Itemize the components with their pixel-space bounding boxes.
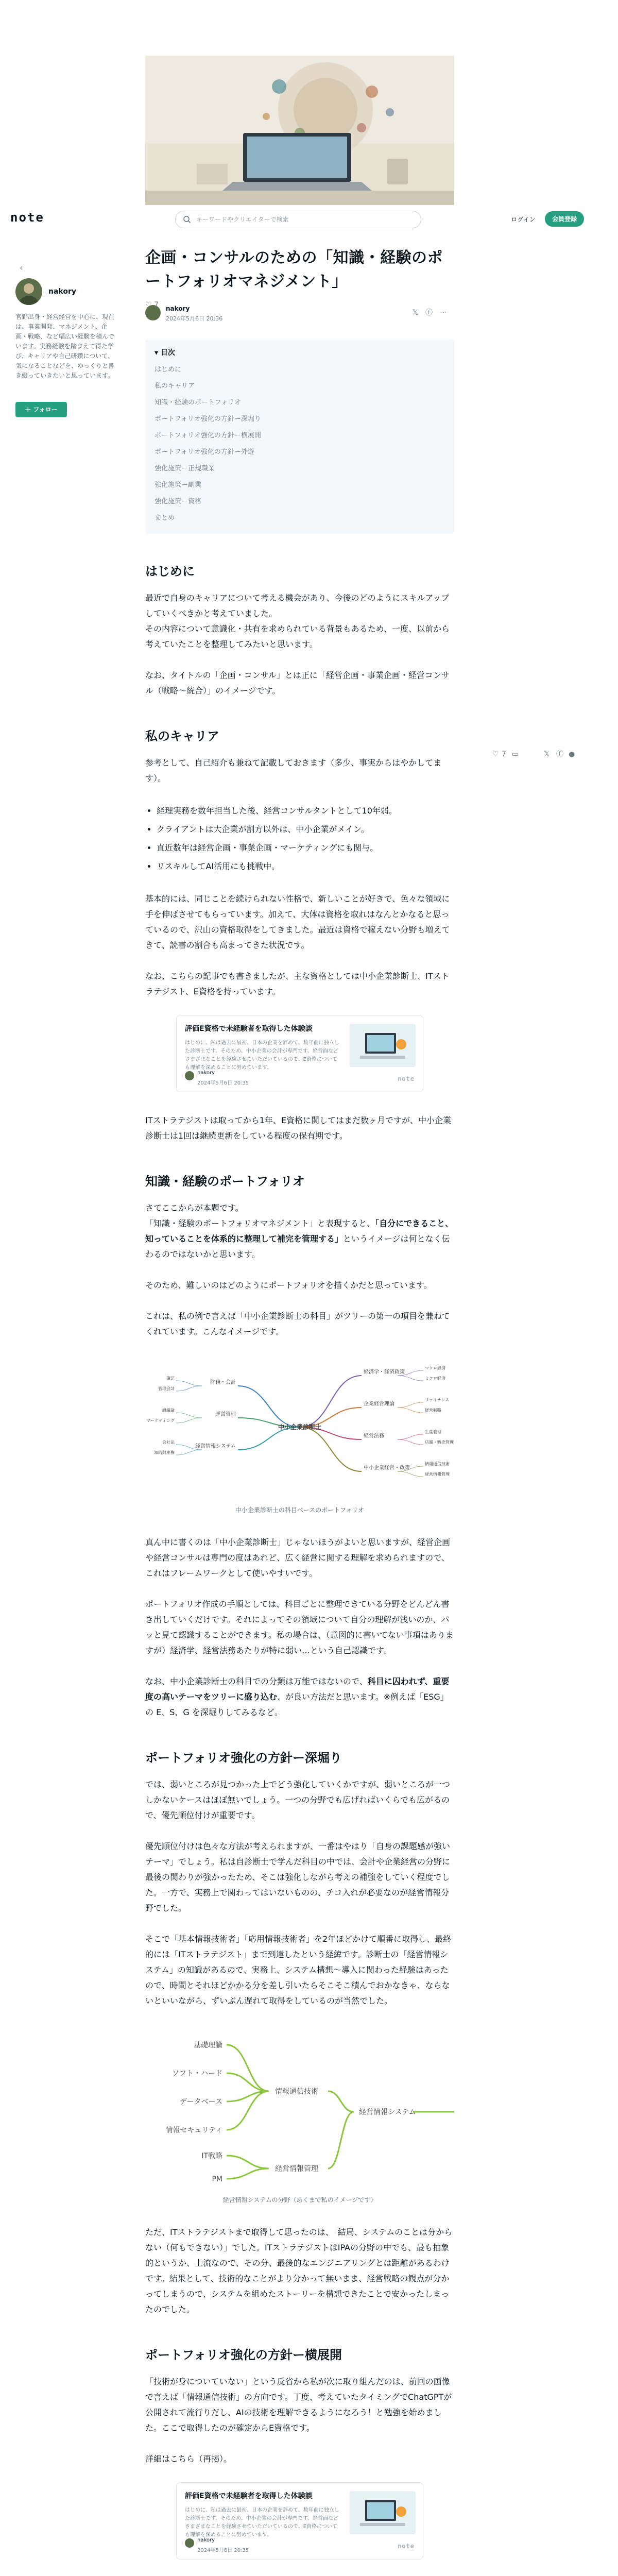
- mindmap-leaf-label: 知的財産権: [154, 1450, 175, 1455]
- paragraph: 参考として、自己紹介も兼ねて記載しておきます（多少、事実からはやかしてます）。: [145, 758, 442, 783]
- mindmap-branch-label: 経営法務: [364, 1433, 384, 1439]
- toc-item[interactable]: 強化施策ー正規職業: [154, 465, 215, 472]
- back-icon[interactable]: ‹: [20, 263, 28, 273]
- it-topic-label: IT戦略: [201, 2152, 222, 2160]
- mindmap-branch-label: 経済学・経済政策: [364, 1369, 405, 1375]
- paragraph: 「技術が身についていない」という反省から私が次に取り組んだのは、前回の画像で言えば「情報通信技術」の方向です。丁度、考えていたタイミングでChatGPTが公開されて流行りだし、AIの技術を理解できるようになろう！と勉強を始めました。ここで取得したのが確定からE資格です。: [145, 2377, 452, 2433]
- paragraph: なお、中小企業診断士の科目での分類は万能ではないので、科目に囚われず、重要度の高いテーマをツリーに盛り込む、が良い方法だと思います。※例えば「ESG」の E、S、G を深堀りしてみるなど。: [145, 1676, 450, 1717]
- like-button[interactable]: [145, 301, 159, 309]
- article-meta: [145, 303, 454, 324]
- meta-date: 2024年5月6日 20:36: [166, 315, 223, 322]
- article: [145, 246, 454, 2576]
- author-bio: 官野出身・経営経営を中心に、現在は、事業開発、マネジメント、企画・戦略、など幅広い経験を積んでいます。実務経験を踏まえて得た学び、キャリアや自己研鑽について、気になることなどを、ゆっくりと書き綴っていきたいと思っています。: [15, 313, 115, 379]
- toc-item[interactable]: 強化施策ー資格: [154, 498, 202, 505]
- heading-career: 私のキャリア: [145, 729, 219, 743]
- table-of-contents: [145, 339, 454, 534]
- article-title: 企画・コンサルのための「知識・経験のポートフォリオマネジメント」: [145, 249, 443, 291]
- list-item: • クライアントは大企業が割方以外は、中小企業がメイン。: [157, 820, 454, 839]
- mindmap-leaf-line: [176, 1381, 202, 1386]
- paragraph: そのため、難しいのはどのようにポートフォリオを描くかだと思っています。: [145, 1280, 432, 1290]
- mindmap-leaf-line: [176, 1386, 202, 1391]
- mindmap-branch-label: 財務・会計: [210, 1380, 236, 1385]
- mindmap-leaf-label: 店舗・販売管理: [425, 1440, 454, 1445]
- more-icon[interactable]: ⋯: [440, 309, 454, 317]
- paragraph: なお、タイトルの「企画・コンサル」とは正に「経営企画・事業企画・経営コンサル（戦略〜統合）」のイメージです。: [145, 670, 450, 696]
- mindmap-leaf-label: 経営戦略: [425, 1408, 441, 1413]
- login-button[interactable]: ログイン: [511, 216, 536, 223]
- search-icon: [183, 215, 191, 224]
- paragraph: では、弱いところが見つかった上でどう強化していくかですが、弱いところが一つしかないケースはほぼ無いでしょう。一つの分野でも広げればいくらでも広がるので、優先順位付けが重要です。: [145, 1780, 451, 1820]
- embed-date: 2024年5月6日 20:35: [197, 2548, 249, 2553]
- it-connector-line: [328, 2091, 354, 2112]
- mindmap-leaf-label: マクロ経済: [425, 1366, 445, 1370]
- it-connector-line: [227, 2156, 269, 2168]
- facebook-icon[interactable]: ⓕ: [425, 309, 440, 317]
- mindmap-leaf-line: [398, 1439, 423, 1445]
- mindmap-branch-label: 中小企業経営・政策: [364, 1465, 410, 1471]
- paragraph: そこで「基本情報技術者」「応用情報技術者」を2年ほどかけて順番に取得し、最終的には「ITストラテジスト」まで到達したという経緯です。診断士の「経営情報システム」の知識があるので、実務上、システム構想〜導入に関わった経験はあったので、時間とそれほどかかる分を差し引いたらそこそこ積んでおかなきゃ、ならないといいながら、ずいぶん遅れて取得をしているのが当然でした。: [145, 1934, 452, 2006]
- embed-title: 評価E資格で未経験者を取得した体験談: [185, 1025, 313, 1033]
- meta-author-name[interactable]: nakory: [166, 305, 190, 312]
- paragraph: ただ、ITストラテジストまで取得して思ったのは、「結局、システムのことは分からない（何もできない）」でした。ITストラテジストはIPAの分野の中でも、最も抽象的というか、上流なので、その分、最後的なエンジニアリングとは距離があるわけです。結果として、技術的なことがより分かって無いまま、経営戦略の観点が分かってしまうので、システムを組めたストーリーを構想できたことで安かったしまったのでした。: [145, 2227, 453, 2314]
- facebook-icon[interactable]: ⓕ: [556, 750, 563, 758]
- embed-text: はじめに、私は過去に最初、日本の企業を辞めて、数年前に独立した診断士です。そのため、中小企業の会計が専門です。経営面などさまざまなことを経験させていただいているので、E資格についても理解を深めることに努めています。: [185, 2507, 339, 2538]
- mindmap-leaf-label: 簿記: [166, 1376, 175, 1381]
- mindmap-branch-label: 運営管理: [215, 1412, 236, 1417]
- mindmap-leaf-label: 会社法: [162, 1440, 175, 1445]
- avatar[interactable]: [15, 278, 42, 305]
- embed-card[interactable]: [176, 1015, 423, 1092]
- embed-card[interactable]: [176, 2482, 423, 2560]
- line-icon[interactable]: ●: [569, 750, 575, 758]
- toc-item[interactable]: まとめ: [154, 514, 175, 522]
- embed-note-logo: note: [398, 1075, 415, 1082]
- mindmap-leaf-label: 管理会計: [158, 1386, 175, 1391]
- heart-icon: ♡: [145, 301, 152, 309]
- list-item: • 経理実務を数年担当した後、経営コンサルタントとして10年弱。: [157, 802, 454, 820]
- career-list: [157, 802, 454, 876]
- toc-item[interactable]: 強化施策ー副業: [154, 481, 202, 489]
- mindmap-branch-line: [300, 1376, 362, 1427]
- toc-item[interactable]: 知識・経験のポートフォリオ: [154, 399, 241, 406]
- paragraph: ポートフォリオ作成の手順としては、科目ごとに整理できている分野をどんどん書き出していくだけです。それによってその領域について自分の理解が浅いのか、パッと見て認識することができます。私の場合は、（意図的に書いてない事項はありますが）経済学、経営法務あたりが特に弱い…という自己認識です。: [145, 1599, 454, 1655]
- mindmap-center-label: 中小企業診断士: [278, 1423, 322, 1431]
- it-connector-line: [328, 2112, 354, 2168]
- paragraph: 最近で自身のキャリアについて考える機会があり、今後のどのようにスキルアップしていくべきかと考えていました。 その内容について意識化・共有を求められている背景もあるため、一度、以前から考えていたことを整理してみたいと思います。: [145, 593, 450, 649]
- paragraph: ITストラテジストは取ってから1年、E資格に関してはまだ数ヶ月ですが、中小企業診断士は1回は継続更新をしている程度の保有期です。: [145, 1115, 451, 1141]
- figure-caption: 中小企業診断士の科目ベースのポートフォリオ: [235, 1506, 365, 1514]
- mindmap-leaf-label: 生産管理: [425, 1430, 441, 1434]
- paragraph: 優先順位付けは色々な方法が考えられますが、一番はやはり「自身の課題感が強いテーマ」でしょう。私は自診断士で学んだ科目の中では、会計や企業経営の分野に最後の関わりが強かったため、そこは強化しながら考えの補強をしていく程度でした。一方で、実務上で関わってはいないものの、チコ入れが必要なのが経営情報分野でした。: [145, 1841, 451, 1913]
- x-icon[interactable]: 𝕏: [544, 750, 550, 758]
- mindmap-leaf-label: ファイナンス: [425, 1398, 450, 1402]
- follow-label: フォロー: [33, 406, 58, 413]
- mindmap-leaf-label: 組織論: [162, 1408, 175, 1413]
- mindmap-leaf-line: [398, 1408, 423, 1413]
- follow-button[interactable]: [15, 402, 67, 417]
- it-topic-label: PM: [212, 2175, 222, 2183]
- share-rail: [492, 748, 611, 760]
- search-box[interactable]: [175, 211, 421, 228]
- paragraph: 詳細はこちら（再掲）。: [145, 2454, 232, 2464]
- mindmap-leaf-line: [398, 1471, 423, 1477]
- embed-thumbnail: [350, 1024, 416, 1067]
- mindmap-leaf-line: [176, 1450, 202, 1455]
- mindmap-leaf-line: [398, 1376, 423, 1381]
- it-topic-label: データベース: [179, 2098, 222, 2106]
- like-count: 7: [154, 301, 159, 309]
- mindmap-leaf-label: 経営情報管理: [425, 1472, 450, 1477]
- hero-image: [145, 56, 454, 205]
- embed-thumbnail: [350, 2491, 416, 2534]
- it-root-label: 経営情報システム: [359, 2108, 416, 2116]
- heading-portfolio: 知識・経験のポートフォリオ: [145, 1174, 305, 1189]
- embed-text: はじめに、私は過去に最初、日本の企業を辞めて、数年前に独立した診断士です。そのため、中小企業の会計が専門です。経営面などさまざまなことを経験させていただいているので、E資格についても理解を深めることに努めています。: [185, 1040, 339, 1071]
- embed-note-logo: note: [398, 2543, 415, 2550]
- toc-item[interactable]: 私のキャリア: [154, 382, 195, 390]
- it-area-label: 情報通信技術: [275, 2088, 318, 2096]
- figure-caption: 経営情報システムの分野（あくまで私のイメージです）: [222, 2196, 377, 2204]
- list-item: • 直近数年は経営企画・事業企画・マーケティングにも関与。: [157, 839, 454, 857]
- heading-intro: はじめに: [145, 564, 195, 579]
- heading-deep-dive: ポートフォリオ強化の方針ー深堀り: [145, 1751, 342, 1765]
- rail-like-count: 7: [502, 750, 506, 758]
- mindmap-leaf-label: 情報通信技術: [425, 1462, 450, 1466]
- mindmap-leaf-line: [176, 1413, 202, 1418]
- it-topic-label: ソフト・ハード: [172, 2070, 222, 2078]
- comment-icon[interactable]: ▭: [512, 750, 519, 758]
- mindmap-figure: [145, 1355, 454, 1501]
- heading-side-expansion: ポートフォリオ強化の方針ー横展開: [145, 2348, 342, 2362]
- user-plus-icon: ＋: [25, 406, 31, 413]
- mindmap-branch-label: 経営情報システム: [195, 1444, 236, 1449]
- mindmap-branch-line: [238, 1386, 300, 1427]
- note-logo[interactable]: note: [10, 210, 44, 225]
- mindmap-leaf-label: マーケティング: [146, 1418, 175, 1423]
- embed-title: 評価E資格で未経験者を取得した体験談: [185, 2492, 313, 2500]
- embed-author: nakory: [197, 2537, 215, 2543]
- meta-share-icons: [413, 307, 454, 317]
- paragraph: 真ん中に書くのは「中小企業診断士」じゃないほうがよいと思いますが、経営企画や経営コンサルは専門の度はあれど、広く経営に関する理解を求められますので、これはフレームワークとして使いやすいです。: [145, 1537, 451, 1578]
- it-connector-line: [227, 2168, 269, 2179]
- paragraph: さてここからが本題です。 「知識・経験のポートフォリオマネジメント」と表現すると、「自分にできること、知っていることを体系的に整理して補完を管理する」というイメージは何となく伝わるのではないかと思います。: [145, 1203, 454, 1259]
- search-input[interactable]: [196, 213, 413, 226]
- signup-button[interactable]: 会員登録: [545, 211, 584, 227]
- it-connector-line: [227, 2045, 269, 2091]
- paragraph: なお、こちらの記事でも書きましたが、主な資格としては中小企業診断士、ITストラテジスト、E資格を持っています。: [145, 971, 450, 996]
- toc-item[interactable]: ポートフォリオ強化の方針ー深堀り: [154, 415, 261, 423]
- heart-icon[interactable]: ♡: [492, 750, 499, 758]
- x-icon[interactable]: 𝕏: [412, 309, 425, 317]
- it-topic-label: 基礎理論: [194, 2041, 222, 2049]
- paragraph: 基本的には、同じことを続けられない性格で、新しいことが好きで、色々な領域に手を伸ばさせてもらっています。加えて、大体は資格を取れはなんとかなると思っているので、沢山の資格取得をしてきました。最近は資格で稼えない分野も増えてきて、読書の割合も高まってきた状況です。: [145, 894, 450, 950]
- mindmap-leaf-label: ミクロ経済: [425, 1376, 445, 1381]
- toc-item[interactable]: ポートフォリオ強化の方針ー横展開: [154, 432, 261, 439]
- embed-avatar: [185, 1071, 194, 1080]
- toc-item[interactable]: はじめに: [154, 366, 182, 374]
- mindmap-branch-label: 企業経営理論: [364, 1401, 394, 1407]
- mindmap-leaf-line: [398, 1434, 423, 1439]
- list-item: • リスキルしてAI活用にも挑戦中。: [157, 857, 454, 876]
- it-area-label: 経営情報管理: [275, 2165, 318, 2173]
- author-name[interactable]: nakory: [48, 287, 76, 296]
- toc-item[interactable]: ポートフォリオ強化の方針ー外遊: [154, 448, 254, 456]
- it-connector-line: [227, 2073, 269, 2091]
- paragraph: これは、私の例で言えば「中小企業診断士の科目」がツリーの第一の項目を兼ねてくれています。こんなイメージです。: [145, 1311, 450, 1336]
- embed-date: 2024年5月6日 20:35: [197, 1080, 249, 1086]
- embed-avatar: [185, 2538, 194, 2548]
- mindmap-leaf-line: [398, 1402, 423, 1408]
- toc-head[interactable]: ▾ 目次: [154, 349, 175, 357]
- embed-author: nakory: [197, 1070, 215, 1076]
- it-topic-label: 情報セキュリティ: [165, 2126, 222, 2134]
- it-diagram-figure: [145, 2024, 454, 2191]
- site-header: [0, 209, 618, 230]
- mindmap-leaf-line: [176, 1418, 202, 1423]
